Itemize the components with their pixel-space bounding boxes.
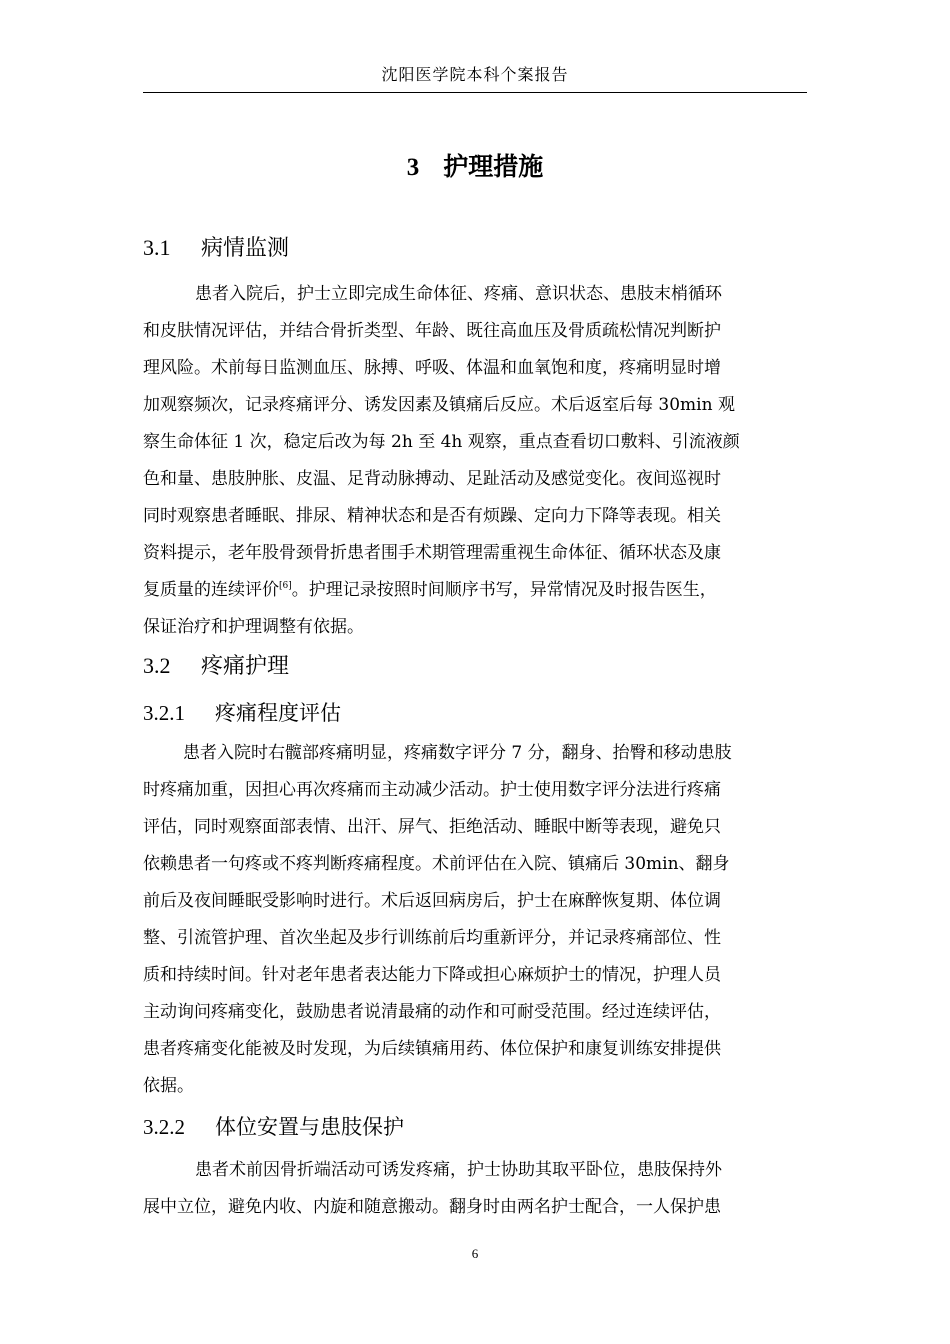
text-line: 主动询问疼痛变化，鼓励患者说清最痛的动作和可耐受范围。经过连续评估， <box>143 1002 721 1022</box>
subsection-title: 疼痛程度评估 <box>215 701 341 725</box>
citation-reference: [6] <box>279 581 292 591</box>
subsection-title: 体位安置与患肢保护 <box>215 1115 404 1139</box>
chapter-title-text: 护理措施 <box>443 152 544 181</box>
text-line: 色和量、患肢肿胀、皮温、足背动脉搏动、足趾活动及感觉变化。夜间巡视时 <box>143 469 721 489</box>
subsection-heading-3-2-1 <box>143 697 341 729</box>
text-line-with-citation <box>143 572 807 609</box>
text-line: 评估，同时观察面部表情、出汗、屏气、拒绝活动、睡眠中断等表现，避免只 <box>143 817 721 837</box>
section-title: 疼痛护理 <box>201 654 290 679</box>
text-line: 展中立位，避免内收、内旋和随意搬动。翻身时由两名护士配合，一人保护患 <box>143 1197 721 1217</box>
text-line: 患者入院时右髋部疼痛明显，疼痛数字评分 7 分，翻身、抬臀和移动患肢 <box>183 743 732 763</box>
text-line: 依赖患者一句疼或不疼判断疼痛程度。术前评估在入院、镇痛后 30min、翻身 <box>143 854 730 874</box>
subsection-number: 3.2.1 <box>143 701 185 725</box>
paragraph-pain-assessment <box>143 735 807 1105</box>
text-line: 质和持续时间。针对老年患者表达能力下降或担心麻烦护士的情况，护理人员 <box>143 965 721 985</box>
chapter-number: 3 <box>406 154 420 181</box>
text-line: 依据。 <box>143 1076 194 1096</box>
text-segment: 复质量的连续评价 <box>143 580 279 600</box>
text-segment: 。护理记录按照时间顺序书写，异常情况及时报告医生， <box>291 580 717 600</box>
section-number: 3.1 <box>143 235 171 260</box>
text-line: 患者入院后，护士立即完成生命体征、疼痛、意识状态、患肢末梢循环 <box>195 284 722 304</box>
section-number: 3.2 <box>143 653 171 678</box>
text-line: 时疼痛加重，因担心再次疼痛而主动减少活动。护士使用数字评分法进行疼痛 <box>143 780 721 800</box>
text-line: 保证治疗和护理调整有依据。 <box>143 617 364 637</box>
paragraph-positioning <box>143 1152 807 1226</box>
chapter-title <box>143 148 807 187</box>
section-heading-3-1 <box>143 232 289 265</box>
subsection-number: 3.2.2 <box>143 1115 185 1139</box>
text-line: 整、引流管护理、首次坐起及步行训练前后均重新评分，并记录疼痛部位、性 <box>143 928 721 948</box>
text-line: 同时观察患者睡眠、排尿、精神状态和是否有烦躁、定向力下降等表现。相关 <box>143 506 721 526</box>
subsection-heading-3-2-2 <box>143 1111 404 1143</box>
section-title: 病情监测 <box>201 236 290 261</box>
header-rule <box>143 92 807 93</box>
text-line: 患者术前因骨折端活动可诱发疼痛，护士协助其取平卧位，患肢保持外 <box>195 1160 722 1180</box>
text-line: 理风险。术前每日监测血压、脉搏、呼吸、体温和血氧饱和度，疼痛明显时增 <box>143 358 721 378</box>
section-heading-3-2 <box>143 650 289 683</box>
text-line: 患者疼痛变化能被及时发现，为后续镇痛用药、体位保护和康复训练安排提供 <box>143 1039 721 1059</box>
text-line: 资料提示，老年股骨颈骨折患者围手术期管理需重视生命体征、循环状态及康 <box>143 543 721 563</box>
text-line: 加观察频次，记录疼痛评分、诱发因素及镇痛后反应。术后返室后每 30min 观 <box>143 395 735 415</box>
text-line: 察生命体征 1 次，稳定后改为每 2h 至 4h 观察，重点查看切口敷料、引流液颜 <box>143 432 740 452</box>
text-line: 前后及夜间睡眠受影响时进行。术后返回病房后，护士在麻醉恢复期、体位调 <box>143 891 721 911</box>
paragraph-condition-monitoring <box>143 276 807 646</box>
text-line: 和皮肤情况评估，并结合骨折类型、年龄、既往高血压及骨质疏松情况判断护 <box>143 321 721 341</box>
page-number: 6 <box>471 1246 479 1261</box>
running-header: 沈阳医学院本科个案报告 <box>381 65 569 84</box>
